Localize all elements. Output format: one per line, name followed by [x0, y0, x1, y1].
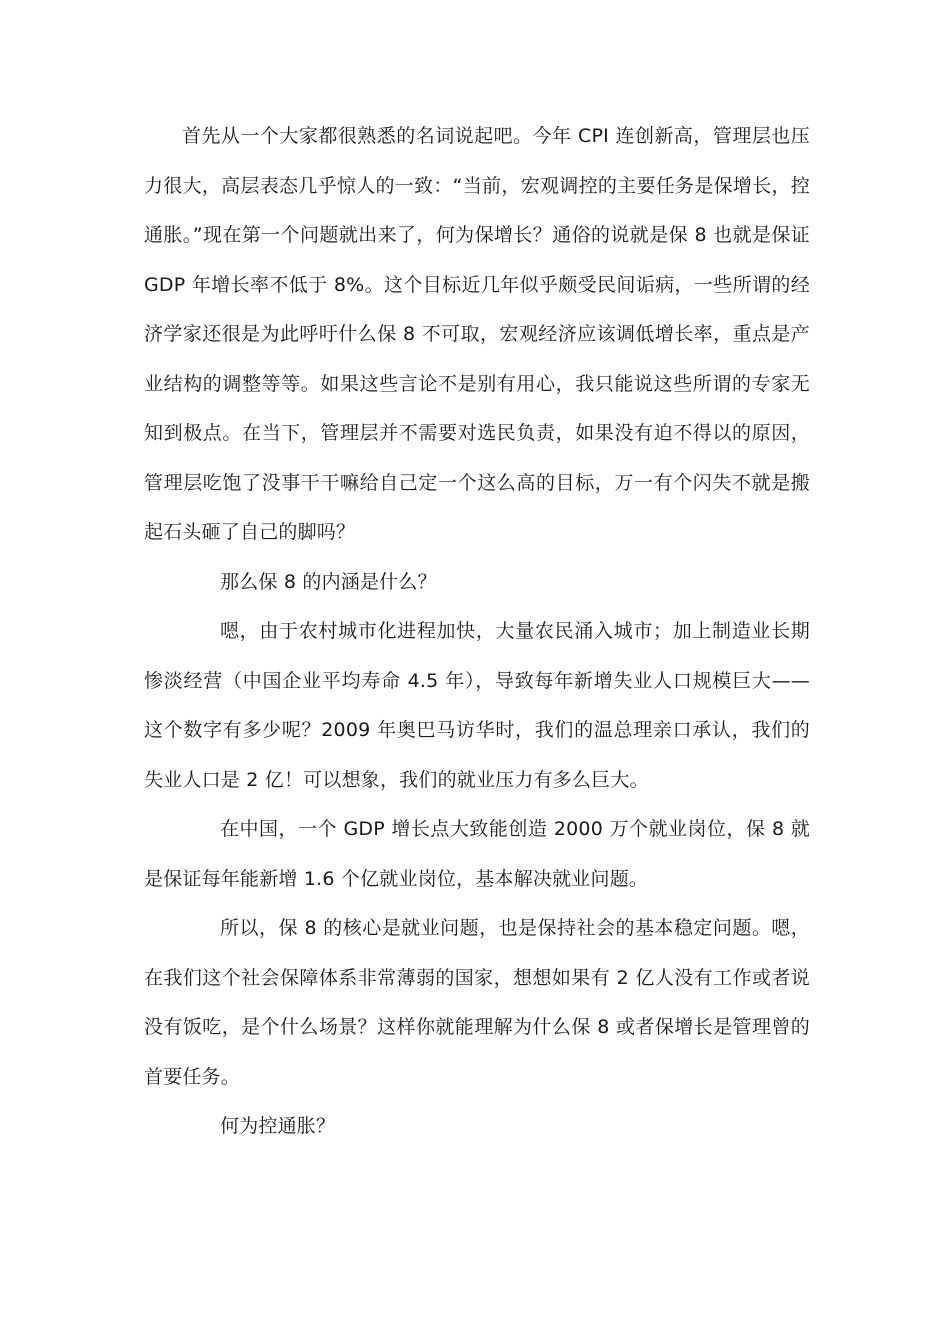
document-body — [144, 112, 810, 1152]
paragraph-question-bao8: 那么保 8 的内涵是什么？ — [220, 570, 437, 593]
paragraph-unemployment: 嗯，由于农村城市化进程加快，大量农民涌入城市；加上制造业长期惨淡经营（中国企业平均寿命 4.5 年），导致每年新增失业人口规模巨大——这个数字有多少呢？2009 年奥巴马访华时，我们的温总理亲口承认，我们的失业人口是 2 亿！可以想象，我们的就业压力有多么巨大。 — [144, 620, 810, 791]
paragraph-gdp-jobs: 在中国，一个 GDP 增长点大致能创造 2000 万个就业岗位，保 8 就是保证每年能新增 1.6 个亿就业岗位，基本解决就业问题。 — [144, 818, 810, 890]
paragraph-intro: 首先从一个大家都很熟悉的名词说起吧。今年 CPI 连创新高，管理层也压力很大，高层表态几乎惊人的一致：“当前，宏观调控的主要任务是保增长，控通胀。”现在第一个问题就出来了，何为保增长？通俗的说就是保 8 也就是保证 GDP 年增长率不低于 8%。这个目标近几年似乎颇受民间诟病，一些所谓的经济学家还很是为此呼吁什么保 8 不可取，宏观经济应该调低增长率，重点是产业结构的调整等等。如果这些言论不是别有用心，我只能说这些所谓的专家无知到极点。在当下，管理层并不需要对选民负责，如果没有迫不得以的原因，管理层吃饱了没事干干嘛给自己定一个这么高的目标，万一有个闪失不就是搬起石头砸了自己的脚吗？ — [144, 125, 810, 543]
paragraph-conclusion: 所以，保 8 的核心是就业问题，也是保持社会的基本稳定问题。嗯，在我们这个社会保障体系非常薄弱的国家，想想如果有 2 亿人没有工作或者说没有饭吃，是个什么场景？这样你就能理解为什么保 8 或者保增长是管理曾的首要任务。 — [144, 917, 810, 1088]
paragraph-question-inflation: 何为控通胀？ — [220, 1115, 336, 1137]
